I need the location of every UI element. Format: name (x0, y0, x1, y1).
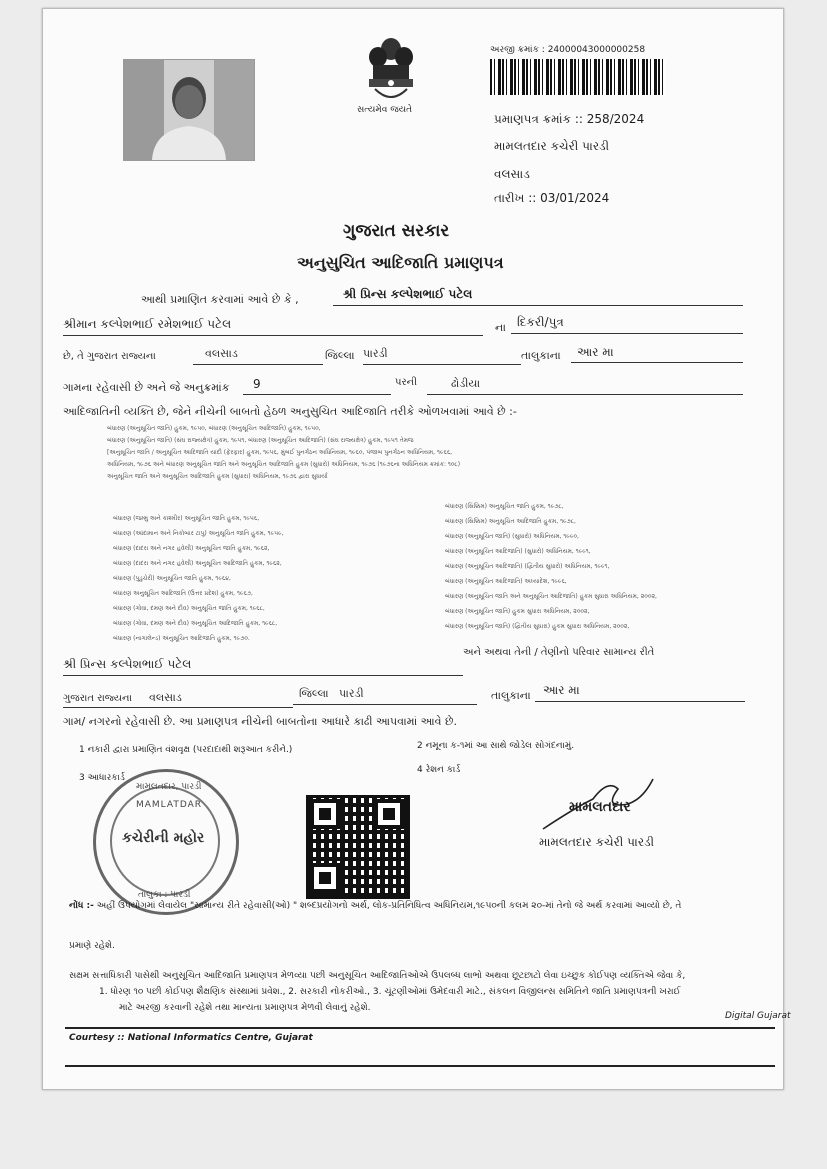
document-item: 1 નકારી દ્વારા પ્રમાણિત વંશવૃક્ષ (પરદાદાથી શરૂઆત કરીને.) (79, 745, 293, 755)
notes-paragraph-2: 1. ધોરણ ૧૦ પછી કોઈપણ શૈક્ષણિક સંસ્થામાં પ્રવેશ., 2. સરકારી નોકરીઓ., 3. ચૂંટણીઓમાં ઉમેદવારી માટે., સંકલન વિજીલન્સ સમિતિને જાતિ પ્રમાણપત્રની ખરાઈ (99, 987, 681, 997)
notes-paragraph-1: સક્ષમ સત્તાધિકારી પાસેથી અનુસૂચિત આદિજાતિ પ્રમાણપત્ર મેળવ્યા પછી અનુસૂચિત આદિજાતિઓએ ઉપલબ્ધ લાભો અથવા છૂટછાટો લેવા ઇચ્છુક કોઈપણ વ્યક્તિએ જેવા કે, (69, 971, 686, 981)
applicant-photo-image (124, 60, 254, 160)
office-stamp (93, 769, 239, 915)
district-value: વલસાડ (205, 347, 238, 360)
caste-value: ઢોડીયા (451, 377, 481, 390)
orders-paragraph (107, 423, 747, 483)
relation-prefix: ના (495, 321, 506, 334)
state-emblem (357, 35, 421, 115)
certificate-title: અનુસુચિત આદિજાતિ પ્રમાણપત્ર (297, 253, 504, 272)
document-item: 4 રેશન કાર્ડ (417, 765, 461, 775)
order-item: બંધારણ (પુડુચેરી) અનુસૂચિત જાતિ હુકમ, ૧૯૬૪, (113, 575, 231, 582)
relation-value: દિકરી/પુત્ર (517, 315, 564, 329)
issuing-district: વલસાડ (494, 167, 530, 181)
qr-finder (374, 799, 404, 829)
residence-name: શ્રી પ્રિન્સ કલ્પેશભાઈ પટેલ (63, 657, 192, 671)
residence-taluka-value: પારડી (339, 687, 364, 700)
orders-line: બંધારણ (અનુસૂચિત જાતિ) હુકમ, ૧૯૫૦, બંધારણ (અનુસૂચિત આદિજાતિ) હુકમ, ૧૯૫૦, (107, 425, 321, 432)
applicant-photo (123, 59, 255, 161)
orders-line: અનુસૂચિત જાતિ અને અનુસૂચિત આદિજાતિ હુકમ (સુધારા) અધિનિયમ, ૧૯૭૬ દ્વારા સુધાર્યા (107, 473, 328, 480)
govt-title: ગુજરાત સરકાર (343, 221, 450, 241)
residence-taluka-label: તાલુકાના (491, 689, 531, 702)
verification-qr-code (306, 795, 410, 899)
state-label: છે, તે ગુજરાત રાજ્યના (63, 351, 156, 362)
order-item: બંધારણ (અનુસૂચિત જાતિ) (દ્વિતીય સુધારા) હુકમ સુધારા અધિનિયમ, ૨૦૦૨, (445, 623, 630, 630)
caste-label: પરની (395, 377, 417, 388)
certify-label: આથી પ્રમાણિત કરવામાં આવે છે કે , (141, 293, 299, 306)
order-item: બંધારણ (નાગાલેન્ડ) અનુસૂચિત આદિજાતિ હુકમ, ૧૯૭૦. (113, 635, 250, 642)
order-item: બંધારણ (ગોવા, દમણ અને દીવ) અનુસૂચિત જાતિ હુકમ, ૧૯૬૮, (113, 605, 265, 612)
signature-text: મામલતદાર (569, 799, 631, 815)
taluka-value: પારડી (363, 347, 388, 360)
orders-line: [અનુસૂચિત જાતિ / અનુસૂચિત આદિજાતિ યાદી (ફેરફાર) હુકમ, ૧૯૫૬, મુંબઈ પુનર્ગઠન અધિનિયમ, ૧૯૬૦, પંજાબ પુનર્ગઠન અધિનિયમ, ૧૯૬૬, (107, 449, 453, 456)
order-item: બંધારણ (દાદરા અને નગર હવેલી) અનુસૂચિત આદિજાતિ હુકમ, ૧૯૬૨, (113, 560, 282, 567)
order-item: બંધારણ (અનુસૂચિત જાતિ) હુકમ સુધારા અધિનિયમ, ૨૦૦૨, (445, 608, 590, 615)
residence-district-value: વલસાડ (149, 691, 182, 704)
family-label: અને અથવા તેની / તેણીનો પરિવાર સામાન્ય રીતે (463, 647, 655, 658)
residence-state-label: ગુજરાત રાજ્યના (63, 693, 132, 704)
order-item: બંધારણ (અનુસૂચિત આદિજાતિ) અધ્યાદેશ, ૧૯૯૬, (445, 578, 567, 585)
note-text: અહીં ઉપયોગમાં લેવાયેલ "સામાન્ય રીતે રહેવાસી(ઓ) " શબ્દપ્રયોગનો અર્થ, લોક-પ્રતિનિધિત્વ અધિનિયમ,૧૯૫૦ની કલમ ૨૦-માં તેનો જે અર્થ કરવામાં આવ્યો છે, તે (96, 901, 682, 911)
serial-number: 9 (253, 377, 261, 391)
orders-right-column (445, 499, 657, 634)
orders-line: અધિનિયમ, ૧૯૭૬ અને બંધારણ અનુસૂચિત જાતિ અને અનુસૂચિત આદિજાતિ હુકમ (સુધારો) અધિનિયમ, ૧૯૭૬ (૧૯૭૬ના અધિનિયમ ક્રમાંક: ૧૦૮) (107, 461, 461, 468)
ashoka-emblem-icon (361, 35, 421, 107)
taluka-label: તાલુકાના (521, 349, 561, 362)
order-item: બંધારણ (આંદામાન અને નિકોબાર ટાપુ) અનુસૂચિત જાતિ હુકમ, ૧૯૫૯, (113, 530, 284, 537)
document-item: 2 નમૂના ક-૧માં આ સાથે જોડેલ સોગંદનામું. (417, 741, 575, 751)
note-tail: પ્રમાણે રહેશે. (69, 941, 115, 951)
order-item: બંધારણ (સિક્કિમ) અનુસૂચિત આદિજાતિ હુકમ, ૧૯૭૮, (445, 518, 576, 525)
note-line (69, 901, 681, 911)
document-item: 3 આધારકાર્ડ (79, 773, 125, 783)
officer-designation: મામલતદાર કચેરી પારડી (539, 835, 655, 849)
order-item: બંધારણ (અનુસૂચિત આદિજાતિ) (દ્વિતીય સુધારો) અધિનિયમ, ૧૯૯૧, (445, 563, 610, 570)
district-label: જિલ્લા (325, 349, 355, 362)
tribe-statement: આદિજાતિની વ્યક્તિ છે, જેને નીચેની બાબતો હેઠળ અનુસુચિત આદિજાતિ તરીકે ઓળખવામાં આવે છે :- (63, 405, 517, 418)
residence-district-label: જિલ્લા (299, 687, 329, 700)
footer-courtesy: Courtesy :: National Informatics Centre, Gujarat (69, 1033, 313, 1043)
stamp-outer-top: મામલતદાર, પારડી (136, 782, 202, 792)
emblem-motto: સત્યમેવ જયતે (357, 105, 413, 115)
stamp-center-text: કચેરીની મહોર (122, 830, 205, 846)
issue-date: તારીખ :: 03/01/2024 (494, 191, 610, 205)
order-item: બંધારણ (ગોવા, દમણ અને દીવ) અનુસૂચિત આદિજાતિ હુકમ, ૧૯૬૮, (113, 620, 278, 627)
application-number: અરજી ક્રમાંક : 24000043000000258 (490, 45, 646, 55)
order-item: બંધારણ અનુસૂચિત આદિજાતિ (ઉત્તર પ્રદેશ) હુકમ, ૧૯૬૭, (113, 590, 253, 597)
officer-signature (533, 769, 693, 839)
qr-finder (310, 799, 340, 829)
applicant-name: શ્રી પ્રિન્સ કલ્પેશભાઈ પટેલ (343, 287, 473, 301)
village-value: આર મા (577, 345, 614, 359)
note-label: નોંધ :- (69, 901, 94, 911)
stamp-outer-bottom: તાલુકા : પારડી (138, 890, 191, 900)
residence-village-value: આર મા (543, 683, 580, 697)
application-barcode (490, 59, 666, 95)
village-statement: ગામ/ નગરનો રહેવાસી છે. આ પ્રમાણપત્ર નીચેની બાબતોના આધારે કાઢી આપવામાં આવે છે. (63, 715, 458, 728)
order-item: બંધારણ (અનુસૂચિત જાતિ) (સુધારો) અધિનિયમ, ૧૯૯૦, (445, 533, 579, 540)
order-item: બંધારણ (સિક્કિમ) અનુસૂચિત જાતિ હુકમ, ૧૯૭૮, (445, 503, 564, 510)
order-item: બંધારણ (અનુસૂચિત આદિજાતિ) (સુધારો) અધિનિયમ, ૧૯૯૧, (445, 548, 591, 555)
resident-label: ગામના રહેવાસી છે અને જે અનુક્રમાંક (63, 381, 230, 394)
footer-brand: Digital Gujarat (725, 1011, 791, 1021)
certificate-page (42, 8, 791, 1090)
qr-finder (310, 863, 340, 893)
certificate-number: પ્રમાણપત્ર ક્રમાંક :: 258/2024 (494, 112, 645, 126)
order-item: બંધારણ (અનુસૂચિત જાતિ અને અનુસૂચિત આદિજાતિ) હુકમ સુધારા અધિનિયમ, ૨૦૦૨, (445, 593, 657, 600)
certificate-footer (65, 1011, 791, 1067)
notes-paragraph-3: માટે અરજી કરવાની રહેશે તથા માન્યતા પ્રમાણપત્ર મેળવી લેવાનું રહેશે. (119, 1003, 371, 1013)
issuing-office: મામલતદાર કચેરી પારડી (494, 139, 610, 153)
orders-line: બંધારણ (અનુસૂચિત જાતિ) (સંઘ રાજ્યક્ષેત્ર) હુકમ, ૧૯૫૧, બંધારણ (અનુસૂચિત આદિજાતિ) (સંઘ રાજ્યક્ષેત્ર) હુકમ, ૧૯૫૧ તેમજ (107, 437, 414, 444)
stamp-inner-text: MAMLATDAR (136, 800, 203, 810)
father-name: શ્રીમાન કલ્પેશભાઈ રમેશભાઈ પટેલ (63, 317, 232, 331)
order-item: બંધારણ (દાદરા અને નગર હવેલી) અનુસૂચિત જાતિ હુકમ, ૧૯૬૨, (113, 545, 270, 552)
order-item: બંધારણ (જમ્મુ અને કાશ્મીર) અનુસૂચિત જાતિ હુકમ, ૧૯૫૬, (113, 515, 260, 522)
orders-left-column (113, 511, 284, 646)
